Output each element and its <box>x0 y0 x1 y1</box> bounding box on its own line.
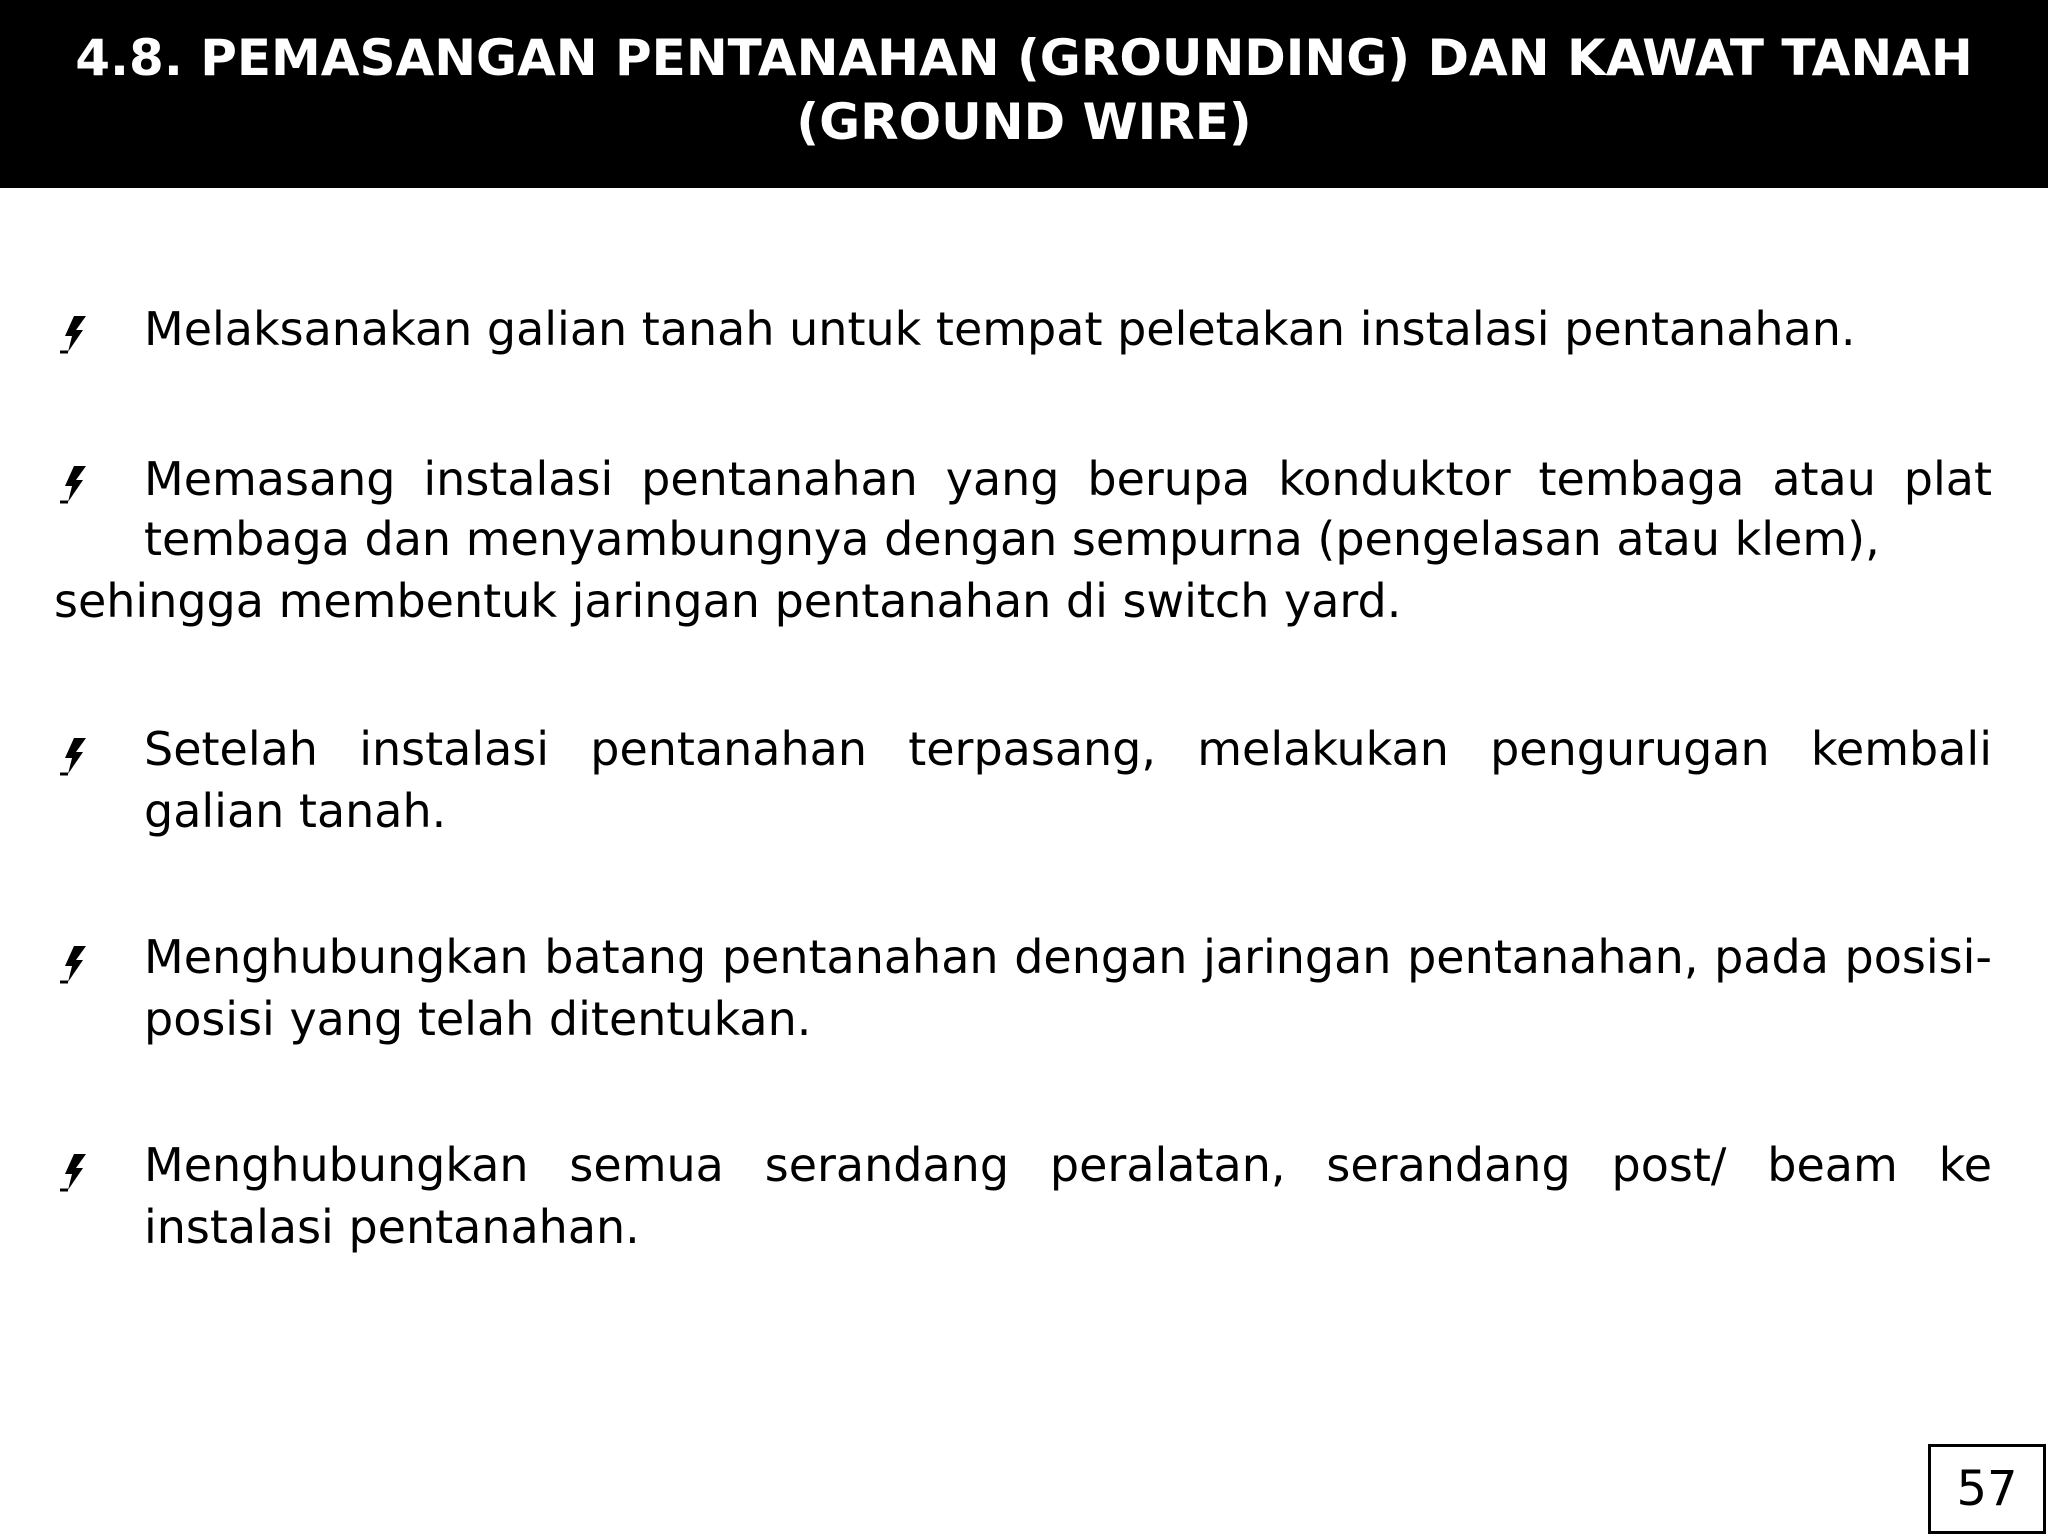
bullet-text-line: instalasi pentanahan. <box>144 1200 640 1254</box>
lightning-bolt-icon <box>56 462 100 506</box>
bullet-text-line: Memasang instalasi pentanahan yang berupa konduktor tembaga atau plat <box>144 452 1992 506</box>
bullet-text-line: sehingga membentuk jaringan pentanahan di switch yard. <box>54 574 1402 628</box>
bullet-text-line: tembaga dan menyambungnya dengan sempurna (pengelasan atau klem), <box>144 512 1880 566</box>
page-number: 57 <box>1928 1444 2046 1534</box>
slide-title-line-2: (GROUND WIRE) <box>796 93 1252 151</box>
bullet-text-line: posisi yang telah ditentukan. <box>144 992 812 1046</box>
bullet-text-line: Setelah instalasi pentanahan terpasang, melakukan pengurugan kembali <box>144 722 1992 776</box>
slide-title-line-1: 4.8. PEMASANGAN PENTANAHAN (GROUNDING) DAN KAWAT TANAH <box>75 29 1973 87</box>
lightning-bolt-icon <box>56 1150 100 1194</box>
bullet-text-line: Melaksanakan galian tanah untuk tempat peletakan instalasi pentanahan. <box>144 302 1856 356</box>
lightning-bolt-icon <box>56 312 100 356</box>
bullet-text-line: Menghubungkan semua serandang peralatan, serandang post/ beam ke <box>144 1138 1992 1192</box>
bullet-text-line: Menghubungkan batang pentanahan dengan jaringan pentanahan, pada posisi- <box>144 930 1992 984</box>
bullet-text-line: galian tanah. <box>144 784 447 838</box>
lightning-bolt-icon <box>56 942 100 986</box>
lightning-bolt-icon <box>56 734 100 778</box>
